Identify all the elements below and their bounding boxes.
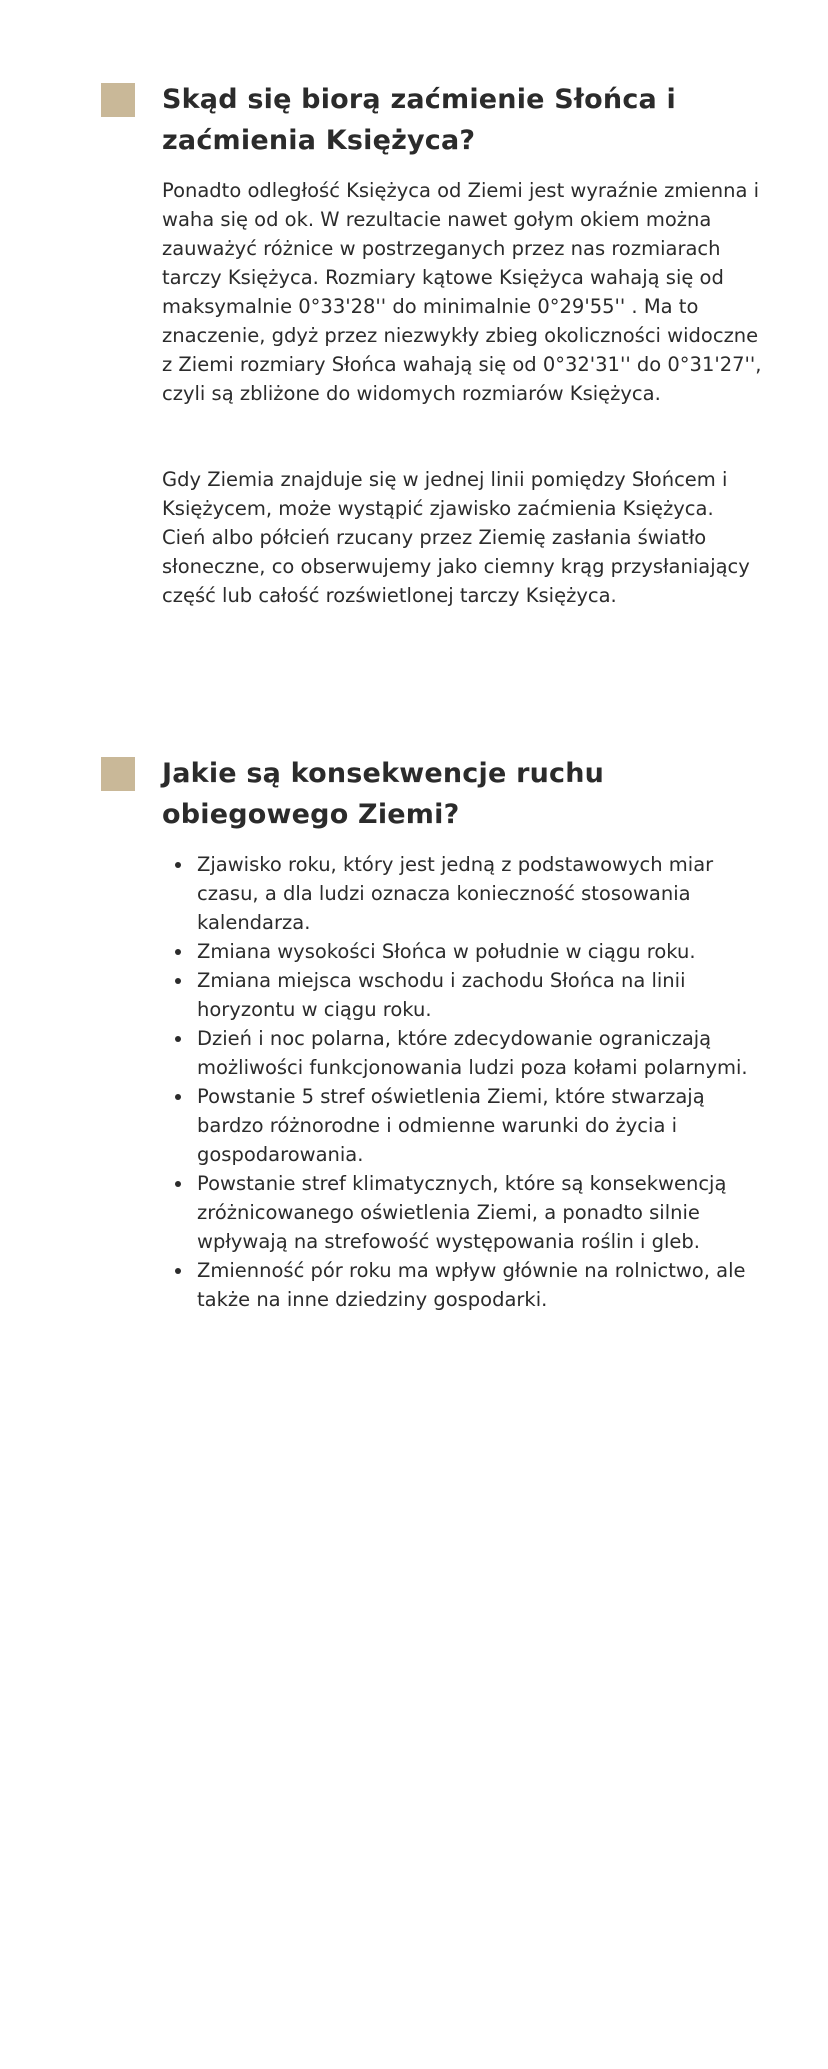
section-marker-square: [101, 83, 135, 117]
section-heading: Skąd się biorą zaćmienie Słońca i zaćmienia Księżyca?: [162, 84, 676, 156]
list-item: Zmiana miejsca wschodu i zachodu Słońca na linii horyzontu w ciągu roku.: [162, 966, 762, 1024]
list-item: Powstanie stref klimatycznych, które są konsekwencją zróżnicowanego oświetlenia Ziemi, a ponadto silnie wpływają na strefowość występowania roślin i gleb.: [162, 1169, 762, 1256]
list-item: Powstanie 5 stref oświetlenia Ziemi, które stwarzają bardzo różnorodne i odmienne warunki do życia i gospodarowania.: [162, 1082, 762, 1169]
list-item: Zjawisko roku, który jest jedną z podstawowych miar czasu, a dla ludzi oznacza konieczność stosowania kalendarza.: [162, 850, 762, 937]
paragraph-moon-distance: Ponadto odległość Księżyca od Ziemi jest wyraźnie zmienna i waha się od ok. W rezultacie nawet gołym okiem można zauważyć różnice w postrzeganych przez nas rozmiarach tarczy Księżyca. Rozmiary kątowe Księżyca wahają się od maksymalnie 0°33'28'' do minimalnie 0°29'55'' . Ma to znaczenie, gdyż przez niezwykły zbieg okoliczności widoczne z Ziemi rozmiary Słońca wahają się od 0°32'31'' do 0°31'27'', czyli są zbliżone do widomych rozmiarów Księżyca.: [162, 179, 762, 405]
list-item: Dzień i noc polarna, które zdecydowanie ograniczają możliwości funkcjonowania ludzi poza kołami polarnymi.: [162, 1024, 762, 1082]
list-item: Zmiana wysokości Słońca w południe w ciągu roku.: [162, 937, 762, 966]
consequences-list: [162, 850, 762, 1314]
section-marker-square: [101, 757, 135, 791]
paragraph-lunar-eclipse: Gdy Ziemia znajduje się w jednej linii pomiędzy Słońcem i Księżycem, może wystąpić zjawisko zaćmienia Księżyca. Cień albo półcień rzucany przez Ziemię zasłania światło słoneczne, co obserwujemy jako ciemny krąg przysłaniający część lub całość rozświetlonej tarczy Księżyca.: [162, 468, 750, 607]
list-item: Zmienność pór roku ma wpływ głównie na rolnictwo, ale także na inne dziedziny gospodarki.: [162, 1256, 762, 1314]
section-heading: Jakie są konsekwencje ruchu obiegowego Ziemi?: [162, 758, 605, 830]
